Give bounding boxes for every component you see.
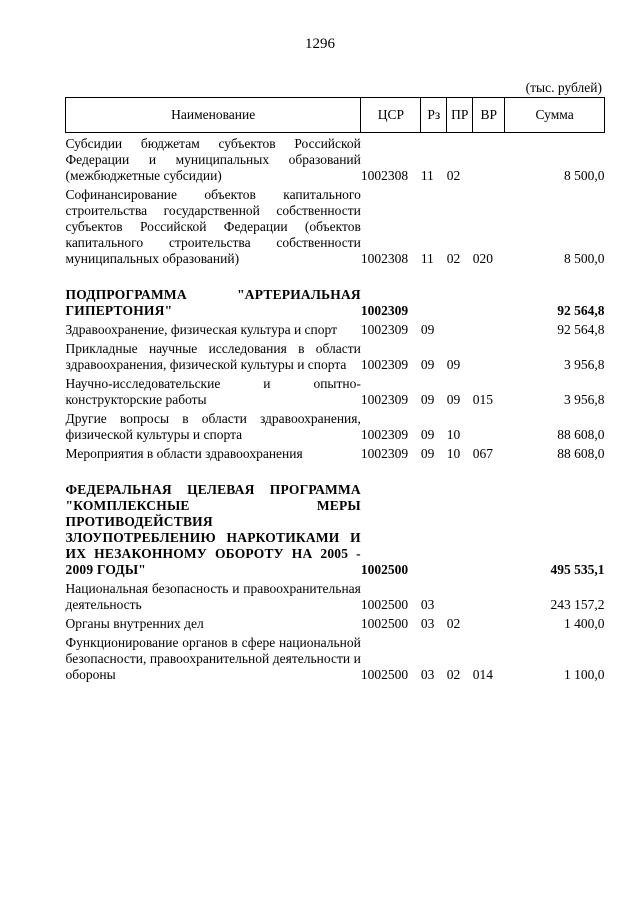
row-rz: 11 xyxy=(420,168,434,183)
table-row xyxy=(66,462,605,578)
row-sum: 243 157,2 xyxy=(550,597,605,612)
table-row xyxy=(66,578,605,613)
row-pr: 02 xyxy=(446,667,461,682)
row-name: Органы внутренних дел xyxy=(65,616,204,631)
row-csr: 1002500 xyxy=(360,597,409,612)
header-csr: ЦСР xyxy=(361,98,421,133)
row-sum: 88 608,0 xyxy=(557,427,605,442)
row-rz: 09 xyxy=(420,357,435,372)
row-name: Мероприятия в области здравоохранения xyxy=(65,446,303,461)
units-label: (тыс. рублей) xyxy=(525,80,602,95)
row-rz xyxy=(421,267,447,319)
row-pr xyxy=(447,578,473,613)
row-vr xyxy=(473,462,505,578)
row-csr: 1002309 xyxy=(360,357,409,372)
row-vr xyxy=(473,319,505,338)
table-row xyxy=(66,319,605,338)
row-sum: 3 956,8 xyxy=(564,392,605,407)
row-rz xyxy=(421,462,447,578)
row-sum: 1 400,0 xyxy=(564,616,605,631)
row-sum: 3 956,8 xyxy=(564,357,605,372)
header-pr: ПР xyxy=(447,98,473,133)
row-pr xyxy=(447,462,473,578)
table-row xyxy=(66,373,605,408)
row-sum: 92 564,8 xyxy=(557,322,605,337)
row-vr xyxy=(473,133,505,185)
row-sum: 495 535,1 xyxy=(550,562,605,577)
row-name: Здравоохранение, физическая культура и спорт xyxy=(65,322,337,337)
table-row xyxy=(66,443,605,462)
row-name: Субсидии бюджетам субъектов Российской Федерации и муниципальных образований (межбюджетные субсидии) xyxy=(65,136,361,183)
row-csr: 1002500 xyxy=(360,562,409,577)
row-name: ФЕДЕРАЛЬНАЯ ЦЕЛЕВАЯ ПРОГРАММА "КОМПЛЕКСНЫЕ МЕРЫ ПРОТИВОДЕЙСТВИЯ ЗЛОУПОТРЕБЛЕНИЮ НАРКОТИКАМИ И ИХ НЕЗАКОННОМУ ОБОРОТУ НА 2005 - 2009 ГОДЫ" xyxy=(65,482,361,577)
row-name: Другие вопросы в области здравоохранения, физической культуры и спорта xyxy=(65,411,361,442)
row-csr: 1002309 xyxy=(360,392,409,407)
table-row xyxy=(66,184,605,267)
row-csr: 1002309 xyxy=(360,303,409,318)
row-vr: 067 xyxy=(472,446,493,461)
row-rz: 03 xyxy=(420,616,435,631)
row-sum: 88 608,0 xyxy=(557,446,605,461)
row-pr: 09 xyxy=(446,357,461,372)
row-pr: 10 xyxy=(446,446,461,461)
row-csr: 1002308 xyxy=(360,251,409,266)
row-pr: 02 xyxy=(446,251,461,266)
row-csr: 1002308 xyxy=(360,168,409,183)
row-pr xyxy=(447,267,473,319)
page-number: 1296 xyxy=(305,36,335,52)
table-row xyxy=(66,613,605,632)
row-pr xyxy=(447,319,473,338)
header-sum: Сумма xyxy=(505,98,605,133)
row-sum: 8 500,0 xyxy=(564,168,605,183)
row-vr xyxy=(473,613,505,632)
row-rz: 09 xyxy=(420,446,435,461)
row-pr: 09 xyxy=(446,392,461,407)
table-row xyxy=(66,632,605,683)
row-csr: 1002500 xyxy=(360,616,409,631)
row-sum: 8 500,0 xyxy=(564,251,605,266)
table-row xyxy=(66,133,605,185)
header-name: Наименование xyxy=(66,98,361,133)
row-name: ПОДПРОГРАММА "АРТЕРИАЛЬНАЯ ГИПЕРТОНИЯ" xyxy=(65,287,361,318)
row-rz: 09 xyxy=(420,427,435,442)
header-vr: ВР xyxy=(473,98,505,133)
header-rz: Рз xyxy=(421,98,447,133)
row-rz: 03 xyxy=(420,597,435,612)
table-row xyxy=(66,338,605,373)
row-vr: 015 xyxy=(472,392,493,407)
row-vr xyxy=(473,338,505,373)
row-csr: 1002309 xyxy=(360,446,409,461)
row-sum: 92 564,8 xyxy=(557,303,605,318)
row-name: Научно-исследовательские и опытно-конструкторские работы xyxy=(65,376,361,407)
row-name: Функционирование органов в сфере национальной безопасности, правоохранительной деятельности и обороны xyxy=(65,635,361,682)
row-rz: 09 xyxy=(420,322,435,337)
row-vr xyxy=(473,578,505,613)
row-vr: 020 xyxy=(472,251,493,266)
table-row xyxy=(66,267,605,319)
row-name: Прикладные научные исследования в области здравоохранения, физической культуры и спорта xyxy=(65,341,361,372)
row-rz: 09 xyxy=(420,392,435,407)
row-csr: 1002309 xyxy=(360,427,409,442)
row-vr xyxy=(473,408,505,443)
row-csr: 1002309 xyxy=(360,322,409,337)
row-csr: 1002500 xyxy=(360,667,409,682)
row-rz: 03 xyxy=(420,667,435,682)
row-vr xyxy=(473,267,505,319)
row-vr: 014 xyxy=(472,667,493,682)
row-sum: 1 100,0 xyxy=(564,667,605,682)
table-row xyxy=(66,408,605,443)
budget-table xyxy=(65,97,605,683)
row-pr: 10 xyxy=(446,427,461,442)
row-name: Софинансирование объектов капитального строительства государственной собственности субъектов Российской Федерации (объектов капитального строительства собственности муниципальных образований) xyxy=(65,187,361,266)
table-header-row xyxy=(66,98,605,133)
row-rz: 11 xyxy=(420,251,434,266)
row-pr: 02 xyxy=(446,616,461,631)
row-pr: 02 xyxy=(446,168,461,183)
row-name: Национальная безопасность и правоохранительная деятельность xyxy=(65,581,361,612)
